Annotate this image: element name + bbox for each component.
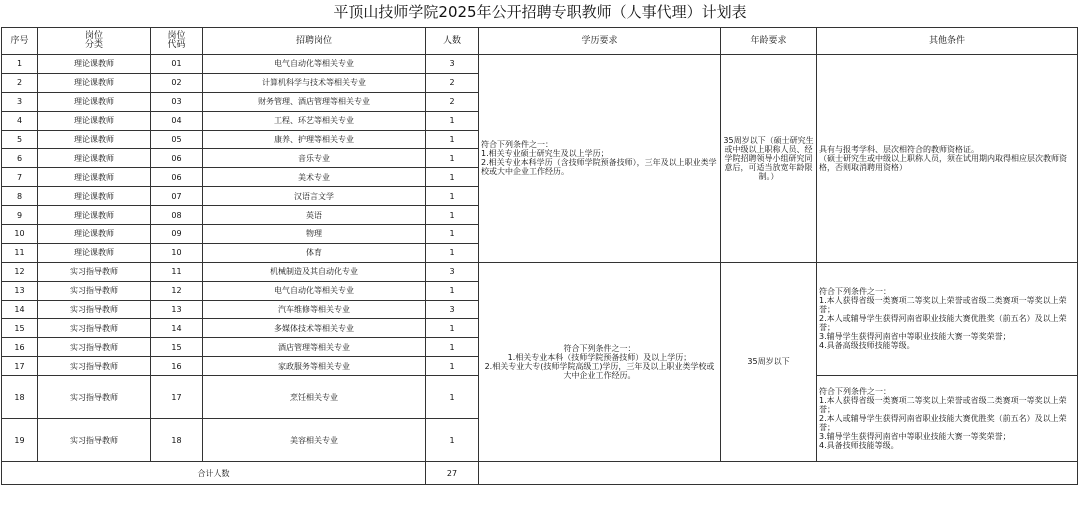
row-post-type: 理论课教师 xyxy=(38,243,151,262)
row-seq: 14 xyxy=(2,300,38,319)
row-post-type: 理论课教师 xyxy=(38,111,151,130)
row-position: 工程、环艺等相关专业 xyxy=(203,111,426,130)
row-post-code: 15 xyxy=(151,338,203,357)
row-seq: 18 xyxy=(2,376,38,419)
row-post-code: 05 xyxy=(151,130,203,149)
row-post-type: 实习指导教师 xyxy=(38,281,151,300)
row-position: 英语 xyxy=(203,206,426,225)
row-seq: 6 xyxy=(2,149,38,168)
page-title: 平顶山技师学院2025年公开招聘专职教师（人事代理）计划表 xyxy=(333,3,747,21)
row-post-code: 13 xyxy=(151,300,203,319)
row-count: 1 xyxy=(426,243,479,262)
row-seq: 15 xyxy=(2,319,38,338)
row-seq: 12 xyxy=(2,262,38,281)
row-post-code: 10 xyxy=(151,243,203,262)
row-post-type: 实习指导教师 xyxy=(38,300,151,319)
row-count: 1 xyxy=(426,357,479,376)
row-position: 多媒体技术等相关专业 xyxy=(203,319,426,338)
row-position: 电气自动化等相关专业 xyxy=(203,281,426,300)
row-seq: 9 xyxy=(2,206,38,225)
row-post-type: 实习指导教师 xyxy=(38,338,151,357)
row-seq: 4 xyxy=(2,111,38,130)
header-count: 人数 xyxy=(426,28,479,55)
row-post-code: 11 xyxy=(151,262,203,281)
row-position: 体育 xyxy=(203,243,426,262)
row-count: 1 xyxy=(426,338,479,357)
row-position: 烹饪相关专业 xyxy=(203,376,426,419)
row-position: 康养、护理等相关专业 xyxy=(203,130,426,149)
header-education: 学历要求 xyxy=(479,28,721,55)
row-post-code: 04 xyxy=(151,111,203,130)
row-count: 3 xyxy=(426,55,479,74)
row-seq: 1 xyxy=(2,55,38,74)
row-post-type: 理论课教师 xyxy=(38,187,151,206)
row-seq: 5 xyxy=(2,130,38,149)
row-count: 1 xyxy=(426,187,479,206)
theory-education-cell: 符合下列条件之一： 1.相关专业硕士研究生及以上学历； 2.相关专业本科学历（含技师学院预备技师），三年及以上职业类学校或大中企业工作经历。 xyxy=(479,55,721,263)
row-seq: 10 xyxy=(2,225,38,244)
row-post-code: 06 xyxy=(151,168,203,187)
row-seq: 19 xyxy=(2,419,38,462)
header-post-code: 岗位 代码 xyxy=(151,28,203,55)
row-count: 1 xyxy=(426,149,479,168)
header-position: 招聘岗位 xyxy=(203,28,426,55)
row-count: 1 xyxy=(426,281,479,300)
row-post-type: 理论课教师 xyxy=(38,130,151,149)
row-post-code: 03 xyxy=(151,92,203,111)
header-post-type: 岗位 分类 xyxy=(38,28,151,55)
row-post-code: 09 xyxy=(151,225,203,244)
theory-age-cell: 35周岁以下（硕士研究生或中级以上职称人员、经学院招聘领导小组研究同意后，可适当放宽年龄限制。） xyxy=(721,55,817,263)
row-count: 2 xyxy=(426,73,479,92)
row-count: 2 xyxy=(426,92,479,111)
row-post-code: 08 xyxy=(151,206,203,225)
row-post-type: 实习指导教师 xyxy=(38,419,151,462)
row-post-code: 17 xyxy=(151,376,203,419)
row-seq: 2 xyxy=(2,73,38,92)
row-seq: 7 xyxy=(2,168,38,187)
practice-other-cell-b: 符合下列条件之一： 1.本人获得省级一类赛项二等奖以上荣誉或省级二类赛项一等奖以上荣誉； 2.本人或辅导学生获得河南省职业技能大赛优胜奖（前五名）及以上荣誉； 3.辅导学生获得河南省中等职业技能大赛一等奖荣誉； 4.具备技师技能等级。 xyxy=(817,376,1078,462)
header-age: 年龄要求 xyxy=(721,28,817,55)
row-post-code: 01 xyxy=(151,55,203,74)
practice-age-cell: 35周岁以下 xyxy=(721,262,817,461)
row-seq: 11 xyxy=(2,243,38,262)
practice-other-cell-a: 符合下列条件之一： 1.本人获得省级一类赛项二等奖以上荣誉或省级二类赛项一等奖以上荣誉； 2.本人或辅导学生获得河南省职业技能大赛优胜奖（前五名）及以上荣誉； 3.辅导学生获得河南省中等职业技能大赛一等奖荣誉； 4.具备高级技师技能等级。 xyxy=(817,262,1078,375)
row-post-type: 理论课教师 xyxy=(38,73,151,92)
row-position: 汉语言文学 xyxy=(203,187,426,206)
total-row xyxy=(2,462,1078,485)
row-seq: 16 xyxy=(2,338,38,357)
row-post-type: 实习指导教师 xyxy=(38,319,151,338)
header-other: 其他条件 xyxy=(817,28,1078,55)
row-post-type: 实习指导教师 xyxy=(38,357,151,376)
row-seq: 8 xyxy=(2,187,38,206)
row-position: 美术专业 xyxy=(203,168,426,187)
row-count: 1 xyxy=(426,419,479,462)
row-seq: 3 xyxy=(2,92,38,111)
row-post-code: 16 xyxy=(151,357,203,376)
row-post-type: 理论课教师 xyxy=(38,149,151,168)
row-position: 酒店管理等相关专业 xyxy=(203,338,426,357)
row-post-type: 理论课教师 xyxy=(38,206,151,225)
theory-other-cell: 具有与报考学科、层次相符合的教师资格证。 （硕士研究生或中级以上职称人员，须在试用期内取得相应层次教师资格，否则取消聘用资格） xyxy=(817,55,1078,263)
row-count: 3 xyxy=(426,262,479,281)
row-post-type: 理论课教师 xyxy=(38,92,151,111)
table-row xyxy=(2,55,1078,74)
total-count: 27 xyxy=(426,462,479,485)
recruitment-table xyxy=(1,27,1078,485)
row-position: 财务管理、酒店管理等相关专业 xyxy=(203,92,426,111)
row-position: 物理 xyxy=(203,225,426,244)
total-label: 合计人数 xyxy=(2,462,426,485)
row-post-type: 实习指导教师 xyxy=(38,376,151,419)
row-post-code: 12 xyxy=(151,281,203,300)
row-post-type: 实习指导教师 xyxy=(38,262,151,281)
header-seq: 序号 xyxy=(2,28,38,55)
row-count: 1 xyxy=(426,206,479,225)
row-position: 美容相关专业 xyxy=(203,419,426,462)
row-seq: 17 xyxy=(2,357,38,376)
row-post-type: 理论课教师 xyxy=(38,225,151,244)
row-count: 1 xyxy=(426,225,479,244)
row-count: 1 xyxy=(426,111,479,130)
row-position: 电气自动化等相关专业 xyxy=(203,55,426,74)
row-count: 1 xyxy=(426,168,479,187)
header-row xyxy=(2,28,1078,55)
row-position: 机械制造及其自动化专业 xyxy=(203,262,426,281)
row-post-code: 07 xyxy=(151,187,203,206)
row-count: 1 xyxy=(426,376,479,419)
row-count: 3 xyxy=(426,300,479,319)
row-position: 计算机科学与技术等相关专业 xyxy=(203,73,426,92)
row-seq: 13 xyxy=(2,281,38,300)
row-post-code: 02 xyxy=(151,73,203,92)
row-count: 1 xyxy=(426,130,479,149)
row-position: 音乐专业 xyxy=(203,149,426,168)
row-post-type: 理论课教师 xyxy=(38,55,151,74)
practice-education-cell: 符合下列条件之一： 1.相关专业本科（技师学院预备技师）及以上学历； 2.相关专业大专(技师学院高级工)学历，三年及以上职业类学校或大中企业工作经历。 xyxy=(479,262,721,461)
row-post-code: 14 xyxy=(151,319,203,338)
row-position: 汽车维修等相关专业 xyxy=(203,300,426,319)
row-post-code: 06 xyxy=(151,149,203,168)
total-empty xyxy=(479,462,1078,485)
row-count: 1 xyxy=(426,319,479,338)
row-post-code: 18 xyxy=(151,419,203,462)
table-row xyxy=(2,262,1078,281)
row-position: 家政服务等相关专业 xyxy=(203,357,426,376)
row-post-type: 理论课教师 xyxy=(38,168,151,187)
